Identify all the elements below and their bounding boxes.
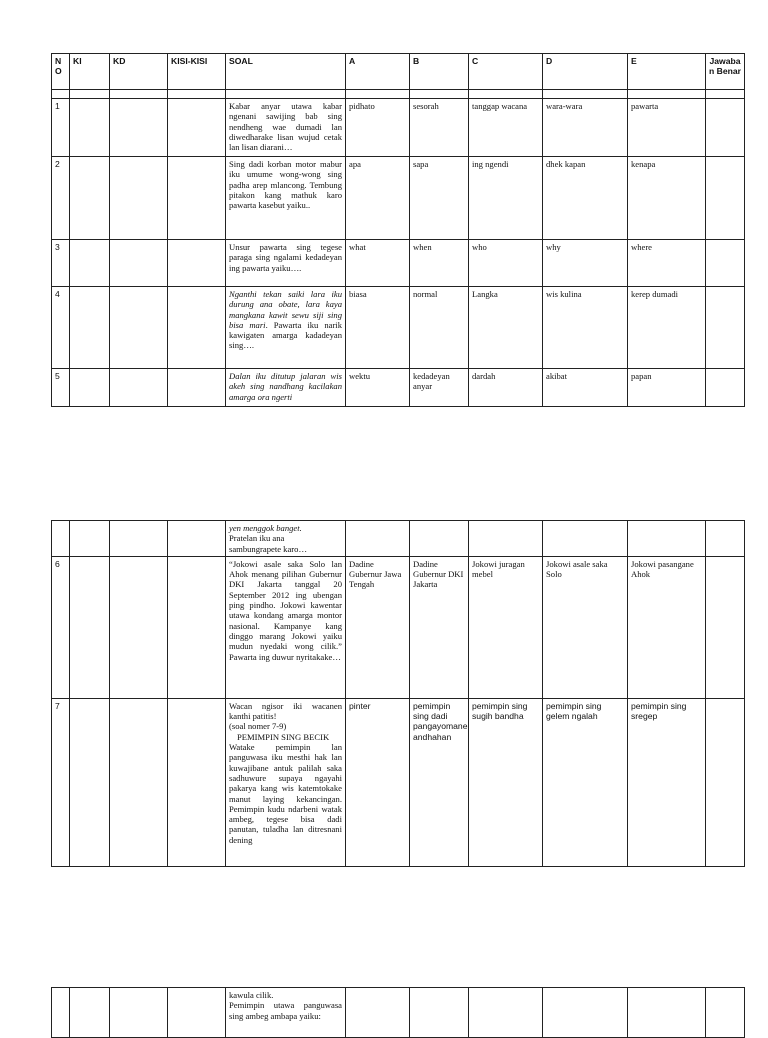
header-soal: SOAL (226, 54, 346, 90)
option-b: sesorah (410, 99, 469, 157)
option-e: papan (628, 369, 706, 407)
question-text: Dalan iku ditutup jalaran wis akeh sing nandhang kacilakan amarga ora ngerti (226, 369, 346, 407)
option-b: normal (410, 287, 469, 369)
ki-cell (70, 99, 110, 157)
header-c: C (469, 54, 543, 90)
question-text: “Jokowi asale saka Solo lan Ahok menang pilihan Gubernur DKI Jakarta tanggal 20 September 2012 ing ubengan ping pindho. Jokowi kawentar utawa kondang amarga montor nasional. Kampanye kang dinggo marang Jokowi yaiku mudun nyedaki wong cilik.” Pawarta ing duwur nyritakake… (226, 556, 346, 698)
option-d: pemimpin sing gelem ngalah (543, 698, 628, 866)
table-row (52, 369, 745, 407)
question-text (226, 698, 346, 866)
kd-cell (110, 369, 168, 407)
option-d: dhek kapan (543, 157, 628, 240)
option-d: wis kulina (543, 287, 628, 369)
option-c: ing ngendi (469, 157, 543, 240)
answer-cell (706, 240, 745, 287)
kisi-cell (168, 287, 226, 369)
question-text-continued (226, 521, 346, 557)
option-e: Jokowi pasangane Ahok (628, 556, 706, 698)
option-b: when (410, 240, 469, 287)
answer-cell (706, 157, 745, 240)
option-c: Langka (469, 287, 543, 369)
kisi-cell (168, 698, 226, 866)
table-row (52, 698, 745, 866)
option-c: tanggap wacana (469, 99, 543, 157)
kd-cell (110, 157, 168, 240)
option-d: why (543, 240, 628, 287)
continued-line: Pemimpin utawa panguwasa sing ambeg ambapa yaiku: (229, 1000, 342, 1021)
option-e: kenapa (628, 157, 706, 240)
reading-body: Watake pemimpin lan panguwasa iku mesthi hak lan kuwajibane antuk palilah saka sadhuwure supaya ngayahi pakarya kang wis katemtokake manut laying kekancingan. Pemimpin kudu ndarbeni watak ambeg, tegese bisa dadi panutan, tuladha lan ditresnani dening (229, 742, 342, 845)
answer-cell (706, 698, 745, 866)
option-d: akibat (543, 369, 628, 407)
row-number: 4 (52, 287, 70, 369)
header-jawaban-benar: Jawaba n Benar (706, 54, 745, 90)
kd-cell (110, 556, 168, 698)
option-e: kerep dumadi (628, 287, 706, 369)
option-b: sapa (410, 157, 469, 240)
row-number: 2 (52, 157, 70, 240)
question-range-note: (soal nomer 7-9) (229, 721, 287, 732)
ki-cell (70, 287, 110, 369)
question-text: Sing dadi korban motor mabur iku umume wong-wong sing padha arep mlancong. Tembung pitakon kang mathuk karo pawarta kasebut yaiku.. (226, 157, 346, 240)
answer-cell (706, 556, 745, 698)
blank-subheader-row (52, 90, 745, 99)
header-kd: KD (110, 54, 168, 90)
header-d: D (543, 54, 628, 90)
option-a: apa (346, 157, 410, 240)
table-row (52, 157, 745, 240)
row-number: 6 (52, 556, 70, 698)
option-d: Jokowi asale saka Solo (543, 556, 628, 698)
kisi-cell (168, 240, 226, 287)
row-number: 7 (52, 698, 70, 866)
table-row (52, 99, 745, 157)
question-text: Kabar anyar utawa kabar ngenani sawijing bab sing nendheng wae dumadi lan diwedharake lisan wujud cetak lan lisan diarani… (226, 99, 346, 157)
question-italic-quote: Nganthi tekan saiki lara iku durung ana obate, lara kaya mangkana kawit sewu siji sing bisa mari (229, 289, 342, 330)
continued-line: sambungrapete karo… (229, 543, 308, 554)
option-c: dardah (469, 369, 543, 407)
question-table-page-2 (51, 520, 745, 867)
option-b: Dadine Gubernur DKI Jakarta (410, 556, 469, 698)
continued-italic-line: yen menggok banget. (229, 523, 302, 533)
reading-title: PEMIMPIN SING BECIK (237, 731, 330, 742)
kd-cell (110, 240, 168, 287)
option-c: pemimpin sing sugih bandha (469, 698, 543, 866)
option-e: where (628, 240, 706, 287)
row-number: 3 (52, 240, 70, 287)
question-instruction: Wacan ngisor iki wacanen kanthi patitis! (229, 700, 342, 722)
continued-line: Pratelan iku ana (229, 533, 285, 544)
kisi-cell (168, 157, 226, 240)
answer-cell (706, 287, 745, 369)
table-row-continued (52, 521, 745, 557)
option-e: pemimpin sing sregep (628, 698, 706, 866)
option-a: what (346, 240, 410, 287)
question-text-continued (226, 988, 346, 1038)
header-kisi-kisi: KISI-KISI (168, 54, 226, 90)
ki-cell (70, 369, 110, 407)
option-a: pinter (346, 698, 410, 866)
option-c: Jokowi juragan mebel (469, 556, 543, 698)
option-b: kedadeyan anyar (410, 369, 469, 407)
answer-cell (706, 369, 745, 407)
answer-cell (706, 99, 745, 157)
table-row-continued (52, 988, 745, 1038)
question-text: Unsur pawarta sing tegese paraga sing ngalami kedadeyan ing pawarta yaiku…. (226, 240, 346, 287)
question-table-page-1 (51, 53, 745, 407)
row-number: 1 (52, 99, 70, 157)
question-text (226, 287, 346, 369)
ki-cell (70, 698, 110, 866)
header-row (52, 54, 745, 90)
kd-cell (110, 99, 168, 157)
option-b: pemimpin sing dadi pangayomane andhahan (410, 698, 469, 866)
option-a: biasa (346, 287, 410, 369)
header-a: A (346, 54, 410, 90)
header-b: B (410, 54, 469, 90)
header-no: N O (52, 54, 70, 90)
table-row (52, 287, 745, 369)
header-e: E (628, 54, 706, 90)
option-a: Dadine Gubernur Jawa Tengah (346, 556, 410, 698)
header-ki: KI (70, 54, 110, 90)
option-a: pidhato (346, 99, 410, 157)
kd-cell (110, 698, 168, 866)
option-c: who (469, 240, 543, 287)
ki-cell (70, 556, 110, 698)
question-table-page-3 (51, 987, 745, 1038)
kisi-cell (168, 556, 226, 698)
question-text-rest: . Pawarta iku narik kawigaten amarga kadadeyan sing…. (229, 319, 342, 351)
kd-cell (110, 287, 168, 369)
option-a: wektu (346, 369, 410, 407)
kisi-cell (168, 99, 226, 157)
option-d: wara-wara (543, 99, 628, 157)
ki-cell (70, 157, 110, 240)
row-number: 5 (52, 369, 70, 407)
continued-line: kawula cilik. (229, 990, 274, 1000)
table-row (52, 556, 745, 698)
option-e: pawarta (628, 99, 706, 157)
ki-cell (70, 240, 110, 287)
kisi-cell (168, 369, 226, 407)
table-row (52, 240, 745, 287)
